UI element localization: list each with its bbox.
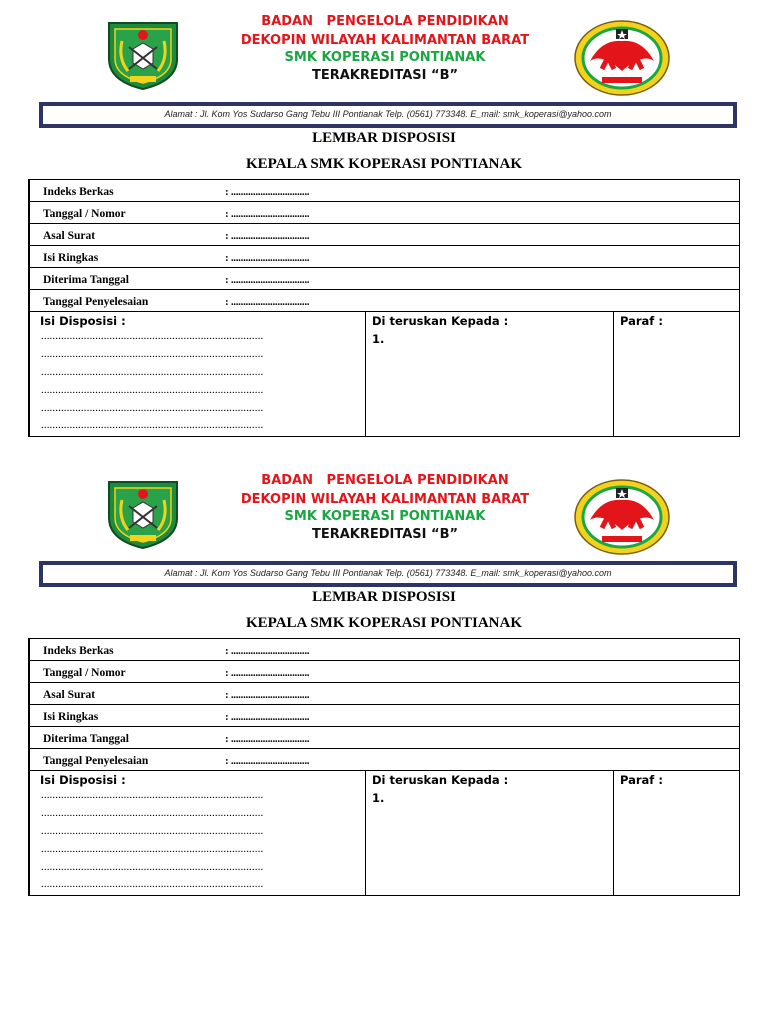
field-label: Asal Surat bbox=[43, 689, 96, 701]
field-label: Indeks Berkas bbox=[43, 186, 114, 198]
disposition-form-2 bbox=[0, 459, 768, 919]
paraf-label: Paraf : bbox=[620, 314, 663, 328]
field-blank[interactable]: : ................................ bbox=[225, 208, 310, 220]
address-bar bbox=[39, 561, 737, 587]
field-label: Tanggal / Nomor bbox=[43, 208, 126, 220]
field-blank[interactable]: : ................................ bbox=[225, 755, 310, 767]
field-label: Isi Ringkas bbox=[43, 252, 99, 264]
paraf-column bbox=[614, 771, 740, 896]
field-label: Isi Ringkas bbox=[43, 711, 99, 723]
field-row-tanggal-penyelesaian bbox=[30, 749, 739, 771]
field-blank[interactable]: : ................................ bbox=[225, 711, 310, 723]
teruskan-label: Di teruskan Kepada : bbox=[372, 773, 509, 787]
coat-of-arms-icon bbox=[104, 478, 182, 550]
field-blank[interactable]: : ................................ bbox=[225, 667, 310, 679]
disposition-table bbox=[28, 179, 740, 437]
header-dekopin-line: DEKOPIN WILAYAH KALIMANTAN BARAT bbox=[240, 33, 530, 48]
dotted-line[interactable]: .............................................................................. bbox=[41, 348, 264, 360]
form-subtitle: KEPALA SMK KOPERASI PONTIANAK bbox=[246, 615, 522, 631]
koperasi-emblem-icon bbox=[572, 478, 672, 556]
disposition-section bbox=[30, 312, 739, 437]
field-label: Diterima Tanggal bbox=[43, 274, 129, 286]
form-title: LEMBAR DISPOSISI bbox=[312, 589, 456, 605]
header-dekopin-line: DEKOPIN WILAYAH KALIMANTAN BARAT bbox=[240, 492, 530, 507]
field-blank[interactable]: : ................................ bbox=[225, 252, 310, 264]
dotted-line[interactable]: .............................................................................. bbox=[41, 384, 264, 396]
header-school-line: SMK KOPERASI PONTIANAK bbox=[284, 509, 486, 524]
field-label: Tanggal Penyelesaian bbox=[43, 296, 149, 308]
form-title: LEMBAR DISPOSISI bbox=[312, 130, 456, 146]
field-row-asal-surat bbox=[30, 224, 739, 246]
teruskan-column bbox=[366, 312, 614, 437]
dotted-line[interactable]: .............................................................................. bbox=[41, 878, 264, 890]
paraf-label: Paraf : bbox=[620, 773, 663, 787]
field-label: Tanggal Penyelesaian bbox=[43, 755, 149, 767]
teruskan-column bbox=[366, 771, 614, 896]
field-row-indeks-berkas bbox=[30, 639, 739, 661]
field-row-tanggal-nomor bbox=[30, 661, 739, 683]
dotted-line[interactable]: .............................................................................. bbox=[41, 843, 264, 855]
field-row-diterima-tanggal bbox=[30, 727, 739, 749]
header-school-line: SMK KOPERASI PONTIANAK bbox=[284, 50, 486, 65]
field-row-tanggal-nomor bbox=[30, 202, 739, 224]
dotted-line[interactable]: .............................................................................. bbox=[41, 419, 264, 431]
dotted-line[interactable]: .............................................................................. bbox=[41, 789, 264, 801]
header-accreditation-line: TERAKREDITASI “B” bbox=[311, 527, 459, 542]
field-blank[interactable]: : ................................ bbox=[225, 733, 310, 745]
disposition-section bbox=[30, 771, 739, 896]
header-accreditation-line: TERAKREDITASI “B” bbox=[311, 68, 459, 83]
teruskan-label: Di teruskan Kepada : bbox=[372, 314, 509, 328]
isi-disposisi-label: Isi Disposisi : bbox=[40, 314, 126, 328]
header-agency-line: BADAN PENGELOLA PENDIDIKAN bbox=[261, 473, 509, 488]
koperasi-emblem-icon bbox=[572, 19, 672, 97]
field-label: Indeks Berkas bbox=[43, 645, 114, 657]
field-blank[interactable]: : ................................ bbox=[225, 186, 310, 198]
dotted-line[interactable]: .............................................................................. bbox=[41, 330, 264, 342]
header-agency-line: BADAN PENGELOLA PENDIDIKAN bbox=[261, 14, 509, 29]
dotted-line[interactable]: .............................................................................. bbox=[41, 366, 264, 378]
field-blank[interactable]: : ................................ bbox=[225, 296, 310, 308]
field-row-isi-ringkas bbox=[30, 705, 739, 727]
coat-of-arms-icon bbox=[104, 19, 182, 91]
teruskan-item[interactable]: 1. bbox=[372, 332, 385, 346]
field-row-diterima-tanggal bbox=[30, 268, 739, 290]
form-subtitle: KEPALA SMK KOPERASI PONTIANAK bbox=[246, 156, 522, 172]
teruskan-item[interactable]: 1. bbox=[372, 791, 385, 805]
disposition-form-1 bbox=[0, 0, 768, 460]
field-blank[interactable]: : ................................ bbox=[225, 274, 310, 286]
field-label: Asal Surat bbox=[43, 230, 96, 242]
school-address: Alamat : Jl. Kom Yos Sudarso Gang Tebu III Pontianak Telp. (0561) 773348. E_mail: smk_koperasi@yahoo.com bbox=[43, 565, 733, 583]
isi-disposisi-column bbox=[30, 771, 366, 896]
disposition-table bbox=[28, 638, 740, 896]
dotted-line[interactable]: .............................................................................. bbox=[41, 402, 264, 414]
field-row-isi-ringkas bbox=[30, 246, 739, 268]
dotted-line[interactable]: .............................................................................. bbox=[41, 807, 264, 819]
dotted-line[interactable]: .............................................................................. bbox=[41, 825, 264, 837]
field-blank[interactable]: : ................................ bbox=[225, 645, 310, 657]
isi-disposisi-label: Isi Disposisi : bbox=[40, 773, 126, 787]
field-blank[interactable]: : ................................ bbox=[225, 689, 310, 701]
school-address: Alamat : Jl. Kom Yos Sudarso Gang Tebu III Pontianak Telp. (0561) 773348. E_mail: smk_koperasi@yahoo.com bbox=[43, 106, 733, 124]
field-label: Tanggal / Nomor bbox=[43, 667, 126, 679]
field-row-asal-surat bbox=[30, 683, 739, 705]
field-label: Diterima Tanggal bbox=[43, 733, 129, 745]
field-blank[interactable]: : ................................ bbox=[225, 230, 310, 242]
field-row-indeks-berkas bbox=[30, 180, 739, 202]
paraf-column bbox=[614, 312, 740, 437]
address-bar bbox=[39, 102, 737, 128]
field-row-tanggal-penyelesaian bbox=[30, 290, 739, 312]
isi-disposisi-column bbox=[30, 312, 366, 437]
dotted-line[interactable]: .............................................................................. bbox=[41, 861, 264, 873]
